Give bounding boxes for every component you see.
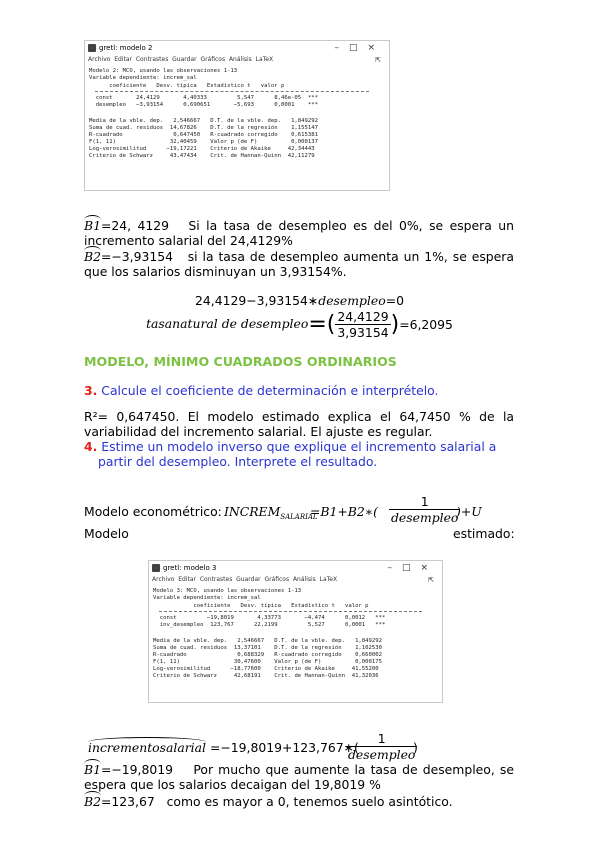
model-stat-row: Criterio de Schwarz 43,47434 Crit. de Hannan-Quinn 42,11279 bbox=[89, 153, 315, 159]
table-rule bbox=[159, 611, 422, 612]
model-output-header: Modelo 2: MCO, usando las observaciones 1-13 Variable dependiente: increm_sal bbox=[89, 68, 238, 81]
inverse-b1-value: =−19,8019 bbox=[101, 762, 174, 777]
b1-text: Si la tasa de desempleo es del 0%, se espera un incremento salarial del 24,4129% bbox=[84, 218, 514, 248]
menu-editar[interactable]: Editar bbox=[178, 576, 197, 583]
gretl-app-icon bbox=[88, 44, 96, 52]
natural-rate-label: tasanatural de desempleo bbox=[146, 316, 309, 331]
b1-hat: B1 bbox=[84, 218, 101, 233]
model-lhs-var: INCREM bbox=[224, 504, 281, 519]
maximize-icon[interactable]: □ bbox=[348, 43, 368, 53]
model-stat-row: R-cuadrado 0,647450 R-cuadrado corregido 0,615381 bbox=[89, 132, 319, 138]
window-controls[interactable] bbox=[334, 41, 385, 55]
window-titlebar bbox=[149, 561, 442, 575]
close-icon[interactable]: × bbox=[367, 43, 385, 53]
inverse-b2-interpretation bbox=[84, 794, 514, 809]
resize-icon[interactable]: ⇱ bbox=[428, 576, 434, 584]
question-3 bbox=[84, 383, 514, 398]
estimated-lhs-hat: incrementosalarial bbox=[88, 740, 206, 755]
equation-variable: desempleo bbox=[318, 293, 386, 308]
inverse-b1-interpretation bbox=[84, 762, 514, 792]
model-stat-row: Criterio de Schwarz 42,68191 Crit. de Hannan-Quinn 41,32036 bbox=[153, 673, 379, 679]
menu-graficos[interactable]: Gráficos bbox=[264, 576, 290, 583]
gretl-window-model-2 bbox=[84, 40, 390, 191]
section-heading: MODELO, MÍNIMO CUADRADOS ORDINARIOS bbox=[84, 354, 397, 369]
coefficient-table-header: coeficiente Desv. típica Estadístico t valor p bbox=[89, 83, 285, 89]
window-title: gretl: modelo 2 bbox=[99, 44, 153, 52]
econometric-model bbox=[84, 494, 524, 528]
window-titlebar bbox=[85, 41, 389, 55]
minimize-icon[interactable]: – bbox=[334, 43, 349, 53]
model-stat-row: Suma de cuad. residuos 13,37101 D.T. de la regresión 1,102530 bbox=[153, 645, 383, 651]
coefficient-row: desempleo −3,93154 0,690651 −5,693 0,0001 *** bbox=[89, 102, 319, 108]
coefficient-row: const 24,4129 4,40333 5,547 8,46e-05 *** bbox=[89, 95, 319, 101]
fraction-denominator: 3,93154 bbox=[337, 325, 389, 340]
window-controls[interactable] bbox=[387, 561, 438, 575]
fraction-numerator: 24,4129 bbox=[337, 309, 389, 324]
model-stat-row: F(1, 11) 32,40459 Valor p (de F) 0,000137 bbox=[89, 139, 319, 145]
model-rhs-end: )+U bbox=[456, 504, 482, 519]
equation-equals-zero: =0 bbox=[385, 293, 404, 308]
minimize-icon[interactable]: – bbox=[387, 563, 402, 573]
model-stat-row: F(1, 11) 30,47600 Valor p (de F) 0,000175 bbox=[153, 659, 383, 665]
estimated-fraction-denominator: desempleo bbox=[348, 747, 416, 762]
model-fraction-denominator: desempleo bbox=[391, 510, 459, 525]
estimated-rhs: =−19,8019+123,767∗( bbox=[210, 740, 359, 755]
open-paren: =( bbox=[308, 312, 336, 337]
b2-hat: B2 bbox=[84, 249, 101, 264]
modelo-word: Modelo bbox=[84, 526, 129, 541]
table-rule bbox=[95, 91, 369, 92]
inverse-b1-hat: B1 bbox=[84, 762, 101, 777]
b2-text: si la tasa de desempleo aumenta un 1%, se espera que los salarios disminuyan un 3,93154%. bbox=[84, 249, 514, 279]
model-stat-row: Log-verosimilitud −18,77600 Criterio de Akaike 41,55200 bbox=[153, 666, 379, 672]
b1-symbol bbox=[84, 218, 101, 233]
b2-interpretation bbox=[84, 249, 514, 279]
inverse-b1-text: Por mucho que aumente la tasa de desempleo, se espera que los salarios decaigan del 19,8019 % bbox=[84, 762, 514, 792]
model-lhs-subscript: SALARIAL bbox=[280, 513, 318, 521]
close-paren: ) bbox=[390, 312, 400, 337]
menu-guardar[interactable]: Guardar bbox=[236, 576, 261, 583]
menu-bar bbox=[149, 575, 442, 585]
natural-rate-fraction bbox=[335, 309, 390, 340]
inverse-b2-symbol bbox=[84, 794, 101, 809]
gretl-window-model-3 bbox=[148, 560, 443, 703]
model-stat-row: Suma de cuad. residuos 14,67826 D.T. de la regresión 1,155147 bbox=[89, 125, 319, 131]
menu-archivo[interactable]: Archivo bbox=[88, 56, 111, 63]
menu-latex[interactable]: LaTeX bbox=[255, 56, 274, 63]
maximize-icon[interactable]: □ bbox=[401, 563, 421, 573]
model-rhs-start: =B1+B2∗( bbox=[310, 504, 378, 519]
inverse-b2-text: como es mayor a 0, tenemos suelo asintótico. bbox=[166, 794, 453, 809]
resize-icon[interactable]: ⇱ bbox=[375, 56, 381, 64]
close-icon[interactable]: × bbox=[420, 563, 438, 573]
r2-answer: R²= 0,647450. El modelo estimado explica el 64,7450 % de la variabilidad del incremento salarial. El ajuste es regular. bbox=[84, 409, 514, 439]
window-title: gretl: modelo 3 bbox=[163, 564, 217, 572]
question-4-text: Estime un modelo inverso que explique el incremento salarial a partir del desempleo. Interprete el resultado. bbox=[98, 439, 497, 469]
model-lhs bbox=[224, 504, 318, 521]
menu-analisis[interactable]: Análisis bbox=[228, 56, 252, 63]
model-fraction bbox=[389, 494, 460, 525]
estimado-word: estimado: bbox=[453, 526, 515, 541]
model-stat-row: Media de la vble. dep. 2,546667 D.T. de la vble. dep. 1,849292 bbox=[89, 118, 319, 124]
gretl-app-icon bbox=[152, 564, 160, 572]
model-output-header: Modelo 3: MCO, usando las observaciones 1-13 Variable dependiente: increm_sal bbox=[153, 588, 302, 601]
inverse-b2-hat: B2 bbox=[84, 794, 101, 809]
menu-bar bbox=[85, 55, 389, 65]
inverse-b2-value: =123,67 bbox=[101, 794, 155, 809]
estimated-lhs bbox=[88, 740, 206, 755]
coefficient-row: const −19,8019 4,33773 −4,474 0,0012 *** bbox=[153, 615, 386, 621]
question-3-text: Calcule el coeficiente de determinación e interprételo. bbox=[101, 383, 439, 398]
estimated-fraction-numerator: 1 bbox=[346, 731, 417, 747]
model-stat-row: R-cuadrado 0,688329 R-cuadrado corregido 0,660002 bbox=[153, 652, 383, 658]
menu-editar[interactable]: Editar bbox=[114, 56, 133, 63]
coefficient-table-header: coeficiente Desv. típica Estadístico t valor p bbox=[153, 603, 369, 609]
question-3-number: 3. bbox=[84, 383, 98, 398]
b2-symbol bbox=[84, 249, 101, 264]
equation-coefficients: 24,4129−3,93154∗ bbox=[195, 293, 319, 308]
menu-contrastes[interactable]: Contrastes bbox=[199, 576, 233, 583]
menu-latex[interactable]: LaTeX bbox=[319, 576, 338, 583]
estimated-inverse-model bbox=[88, 731, 528, 765]
menu-archivo[interactable]: Archivo bbox=[152, 576, 175, 583]
question-4-number: 4. bbox=[84, 439, 98, 454]
inverse-b1-symbol bbox=[84, 762, 101, 777]
menu-analisis[interactable]: Análisis bbox=[292, 576, 316, 583]
estimated-close-paren: ) bbox=[413, 740, 418, 755]
estimated-fraction bbox=[346, 731, 417, 762]
model-fraction-numerator: 1 bbox=[389, 494, 460, 510]
model-stat-row: Log-verosimilitud −19,17221 Criterio de Akaike 42,34443 bbox=[89, 146, 315, 152]
menu-graficos[interactable]: Gráficos bbox=[200, 56, 226, 63]
b1-interpretation bbox=[84, 218, 514, 248]
coefficient-row: inv_desempleo 123,767 22,2199 5,527 0,0001 *** bbox=[153, 622, 386, 628]
b1-value: =24, 4129 bbox=[101, 218, 170, 233]
econometric-model-label: Modelo econométrico: bbox=[84, 504, 222, 519]
menu-guardar[interactable]: Guardar bbox=[172, 56, 197, 63]
menu-contrastes[interactable]: Contrastes bbox=[135, 56, 169, 63]
natural-rate-result: =6,2095 bbox=[399, 317, 453, 332]
b2-value: =−3,93154 bbox=[101, 249, 174, 264]
question-4 bbox=[84, 439, 514, 469]
equation-zero-increase bbox=[0, 293, 599, 308]
model-stat-row: Media de la vble. dep. 2,546667 D.T. de la vble. dep. 1,849292 bbox=[153, 638, 383, 644]
equation-natural-rate bbox=[0, 309, 599, 340]
